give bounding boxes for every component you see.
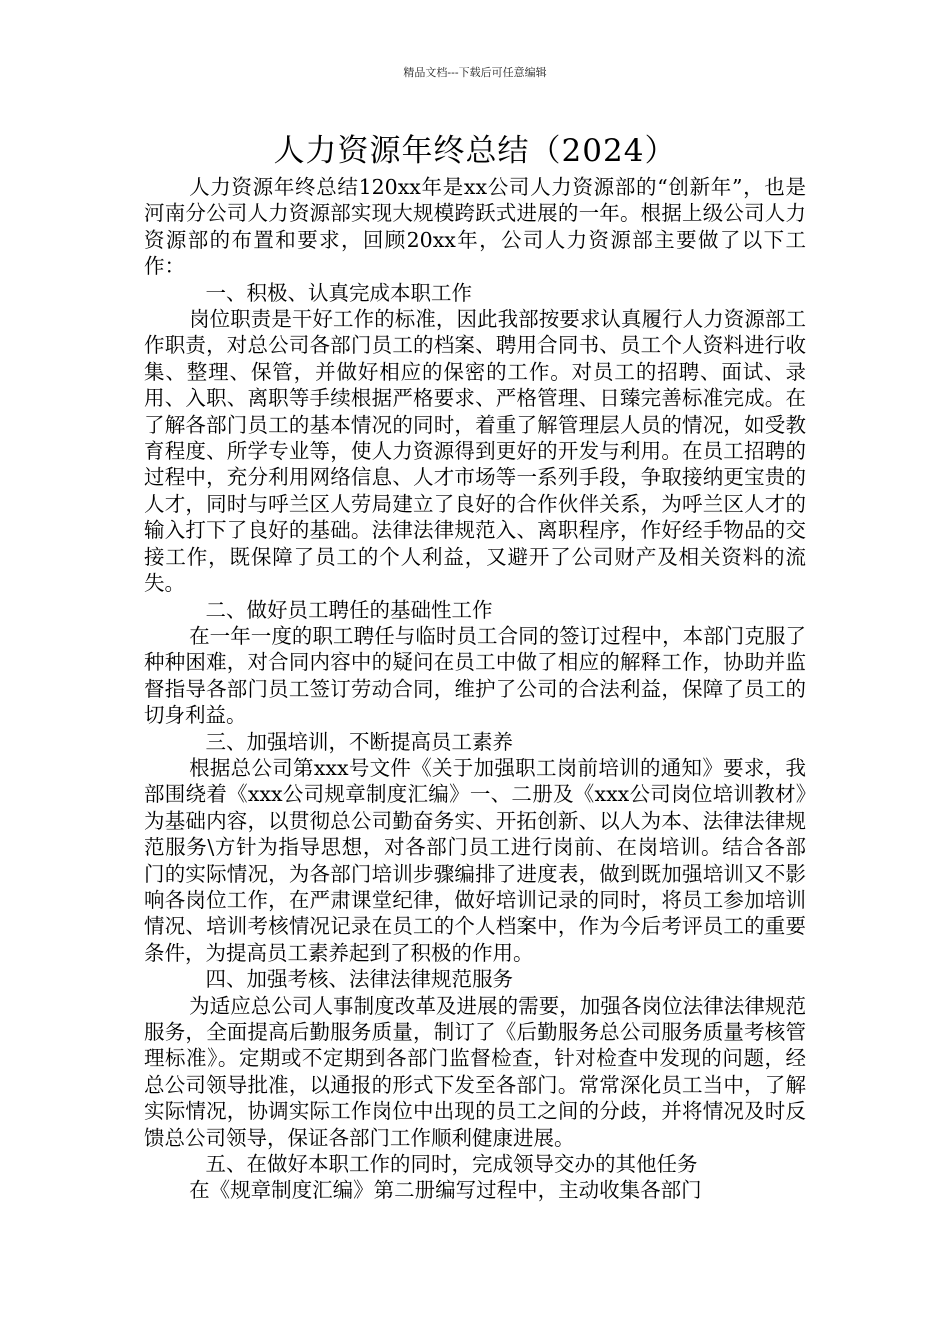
- section-heading-4: 四、加强考核、法律法律规范服务: [205, 967, 513, 992]
- document-title: 人力资源年终总结（2024）: [273, 133, 677, 169]
- section-heading-3: 三、加强培训，不断提高员工素养: [205, 729, 513, 754]
- document-body: [144, 174, 806, 1204]
- section-heading-1: 一、积极、认真完成本职工作: [205, 280, 472, 305]
- section-5-paragraph: 在《规章制度汇编》第二册编写过程中，主动收集各部门: [189, 1178, 702, 1203]
- section-3-paragraph: 根据总公司第xxx号文件《关于加强职工岗前培训的通知》要求，我部围绕着《xxx公司规章制度汇编》一、二册及《xxx公司岗位培训教材》为基础内容，以贯彻总公司勤奋务实、开拓创新、以人为本、法律法律规范服务\方针为指导思想，对各部门员工进行岗前、在岗培训。结合各部门的实际情况，为各部门培训步骤编排了进度表，做到既加强培训又不影响各岗位工作，在严肃课堂纪律，做好培训记录的同时，将员工参加培训情况、培训考核情况记录在员工的个人档案中，作为今后考评员工的重要条件，为提高员工素养起到了积极的作用。: [144, 755, 806, 965]
- section-4-paragraph: 为适应总公司人事制度改革及进展的需要，加强各岗位法律法律规范服务，全面提高后勤服务质量，制订了《后勤服务总公司服务质量考核管理标准》。定期或不定期到各部门监督检查，针对检查中发现的问题，经总公司领导批准，以通报的形式下发至各部门。常常深化员工当中，了解实际情况，协调实际工作岗位中出现的员工之间的分歧，并将情况及时反馈总公司领导，保证各部门工作顺利健康进展。: [144, 993, 806, 1150]
- section-1-paragraph: 岗位职责是干好工作的标准，因此我部按要求认真履行人力资源部工作职责，对总公司各部门员工的档案、聘用合同书、员工个人资料进行收集、整理、保管，并做好相应的保密的工作。对员工的招聘、面试、录用、入职、离职等手续根据严格要求、严格管理、日臻完善标准完成。在了解各部门员工的基本情况的同时，着重了解管理层人员的情况，如受教育程度、所学专业等，使人力资源得到更好的开发与利用。在员工招聘的过程中，充分利用网络信息、人才市场等一系列手段，争取接纳更宝贵的人才，同时与呼兰区人劳局建立了良好的合作伙伴关系，为呼兰区人才的输入打下了良好的基础。法律法律规范入、离职程序，作好经手物品的交接工作，既保障了员工的个人利益，又避开了公司财产及相关资料的流失。: [144, 307, 806, 596]
- intro-paragraph: 人力资源年终总结120xx年是xx公司人力资源部的“创新年”，也是河南分公司人力资源部实现大规模跨跃式进展的一年。根据上级公司人力资源部的布置和要求，回顾20xx年，公司人力资源部主要做了以下工作：: [144, 175, 806, 279]
- section-heading-2: 二、做好员工聘任的基础性工作: [205, 597, 493, 622]
- section-2-paragraph: 在一年一度的职工聘任与临时员工合同的签订过程中，本部门克服了种种困难，对合同内容中的疑问在员工中做了相应的解释工作，协助并监督指导各部门员工签订劳动合同，维护了公司的合法利益，保障了员工的切身利益。: [144, 623, 806, 728]
- page-header-note: 精品文档---下载后可任意编辑: [403, 66, 547, 79]
- section-heading-5: 五、在做好本职工作的同时，完成领导交办的其他任务: [205, 1152, 698, 1177]
